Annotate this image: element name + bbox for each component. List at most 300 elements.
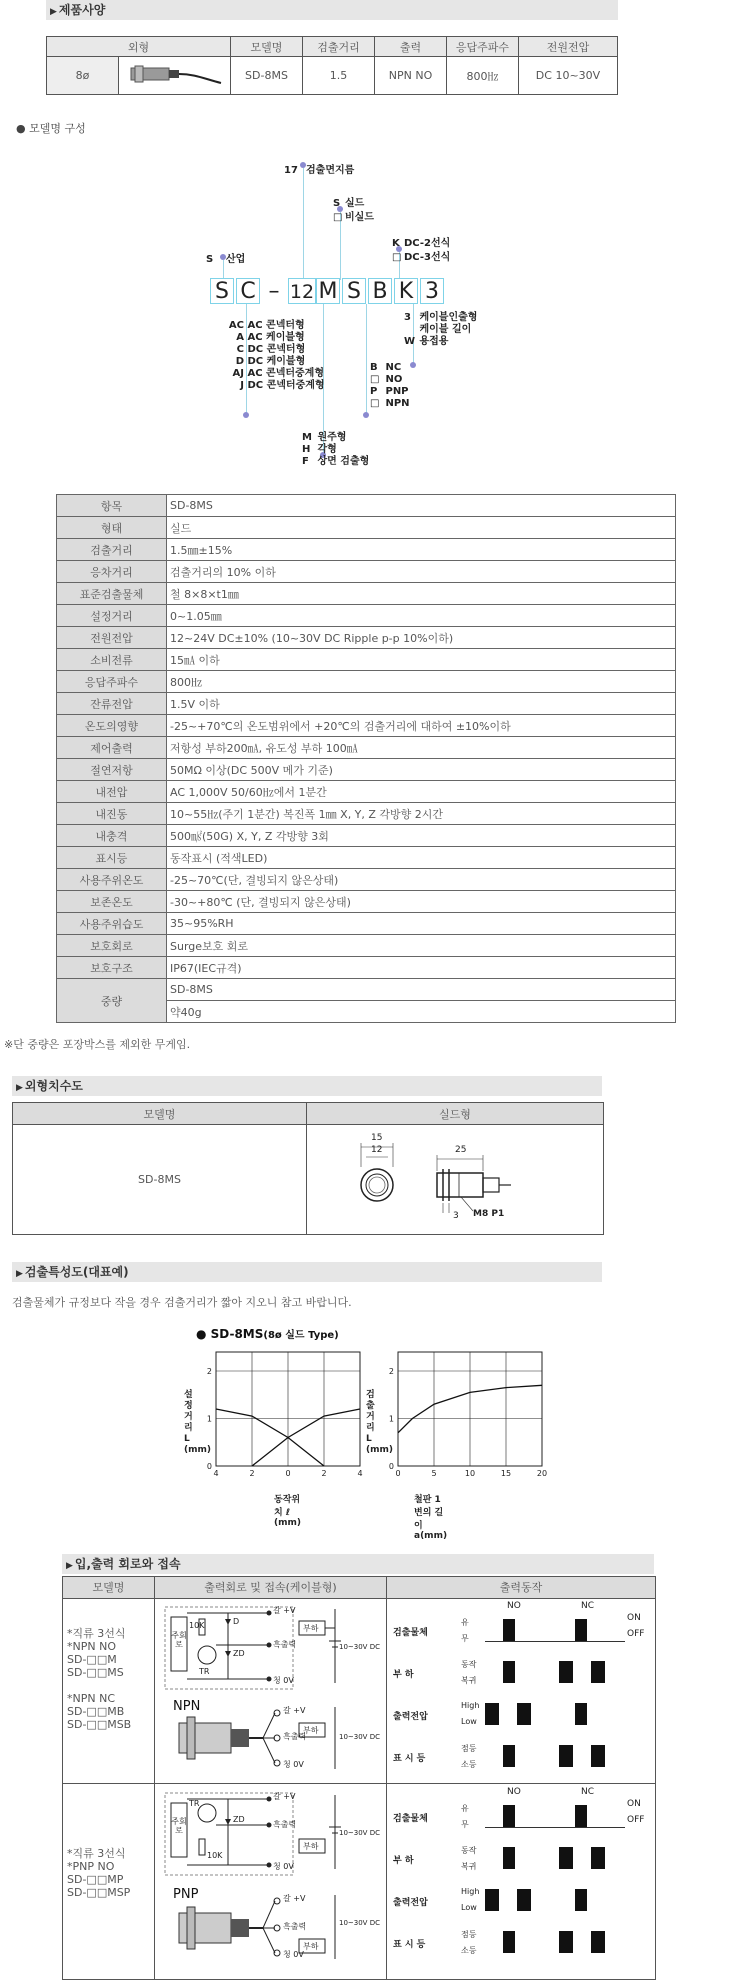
timing-baseline [485,1827,625,1828]
cable-code-list [404,312,477,348]
model-composition-heading: ● 모델명 구성 [16,122,86,135]
out-desc: PNP [385,386,409,397]
timing-row-lo: 소등 [461,1760,477,1769]
th-model: 모델명 [231,37,303,57]
pnp-model-list [67,1847,130,1899]
cell-size: 8ø [47,57,119,95]
x-tick-label: 0 [285,1469,291,1478]
timing-row-hi: 유 [461,1618,469,1627]
detail-row [57,869,676,891]
detail-key: 소비전류 [57,649,167,671]
label-dc2: DC-2선식 [404,238,451,249]
circuit-brown-2: 갈 +V [283,1706,306,1715]
timing-off: OFF [627,1629,645,1639]
npn-line: SD-□□MSB [67,1718,132,1731]
timing-row-lo: 무 [461,1634,469,1643]
timing-row-label: 출력전압 [393,1712,428,1722]
npn-label: NPN [173,1699,201,1714]
shape-code-list [302,432,369,468]
th-output: 출력 [375,37,447,57]
timing-pulse [503,1847,515,1869]
timing-row-label: 검출물체 [393,1628,428,1638]
npn-circuit [159,1603,383,1781]
timing-row-hi: 유 [461,1804,469,1813]
timing-row-hi: 점등 [461,1930,477,1939]
label-sanup: 산업 [226,254,246,265]
timing-row-hi: High [461,1701,480,1710]
detail-key: 온도의영향 [57,715,167,737]
detail-row [57,583,676,605]
timing-row-lo: 복귀 [461,1676,477,1685]
detail-key: 절연저항 [57,759,167,781]
detail-value: 철 8×8×t1㎜ [167,583,676,605]
detail-row [57,913,676,935]
label-s2: S [206,254,214,265]
th-distance: 검출거리 [303,37,375,57]
label-shield: 실드 [345,198,365,209]
timing-pulse [517,1703,531,1725]
c-desc: AC 콘넥터중계형 [247,368,325,379]
dim-15: 15 [371,1133,383,1143]
timing-pulse [559,1847,573,1869]
detail-row [57,517,676,539]
timing-pulse [503,1661,515,1683]
timing-npn [389,1601,653,1781]
series-line [252,1409,360,1466]
circuit-d: D [233,1617,240,1626]
code-cell: 3 [420,278,444,304]
y-tick-label: 2 [388,1367,394,1376]
detail-value: -30~+80℃ (단, 결빙되지 않은상태) [167,891,676,913]
detail-row [57,737,676,759]
timing-pulse [591,1847,605,1869]
detail-row [57,781,676,803]
shape-desc: 상면 검출형 [317,456,370,467]
circuit-dc: 10~30V DC [339,1643,380,1651]
circuit-brown-pnp: 갈 +V [273,1792,296,1801]
circuit-zd: ZD [233,1649,245,1658]
npn-model-list [67,1627,131,1731]
detail-key: 검출거리 [57,539,167,561]
npn-line: *NPN NC [67,1692,115,1705]
dim-thread: M8 P1 [473,1209,505,1219]
model-code-diagram [0,150,736,470]
out-code: □ [370,398,380,409]
detail-row [57,825,676,847]
detail-key: 보호구조 [57,957,167,979]
c-code: J [240,380,244,391]
detail-key: 응차거리 [57,561,167,583]
detail-header-value: SD-8MS [167,495,676,517]
timing-on: ON [627,1799,641,1809]
circuit-black: 흑출력 [273,1640,297,1649]
out-desc: NC [385,362,402,373]
detail-value: 실드 [167,517,676,539]
detail-value: AC 1,000V 50/60㎐에서 1분간 [167,781,676,803]
timing-pulse [503,1805,515,1827]
section-header-spec: ▶ 제품사양 [46,0,618,20]
section-title: 제품사양 [58,3,106,17]
detail-row [57,759,676,781]
timing-pulse [485,1889,499,1911]
th-shape: 외형 [47,37,231,57]
pnp-circuit [159,1789,383,1977]
timing-pulse [517,1889,531,1911]
detail-key: 제어출력 [57,737,167,759]
circuit-load-pnp-2: 부하 [303,1942,319,1951]
chart-left-plot [202,1346,372,1486]
sensor-photo-icon [125,61,225,87]
code-cell: S [210,278,234,304]
x-tick-label: 4 [213,1469,219,1478]
timing-row-lo: 복귀 [461,1862,477,1871]
detail-key: 응답주파수 [57,671,167,693]
detail-key: 보호회로 [57,935,167,957]
marker-dot [243,412,249,418]
detail-row [57,649,676,671]
shape-code: H [302,444,311,455]
timing-pulse [559,1661,573,1683]
detail-key: 형태 [57,517,167,539]
circuit-blue: 청 0V [273,1676,294,1685]
x-tick-label: 20 [536,1469,548,1478]
npn-line: SD-□□MS [67,1666,124,1679]
dimension-model: SD-8MS [13,1125,307,1235]
detail-value: 12~24V DC±10% (10~30V DC Ripple p-p 10%이하) [167,627,676,649]
circuit-black-pnp: 흑출력 [273,1820,297,1829]
cable-desc: 용접용 [419,336,449,347]
label-box1: □ [333,212,343,223]
label-s-code: S [333,198,341,209]
timing-row-lo: Low [461,1903,477,1912]
c-desc: AC 콘넥터형 [247,320,305,331]
weight-note: ※단 중량은 포장박스를 제외한 무게임. [4,1038,191,1051]
timing-pulse [575,1619,587,1641]
timing-row-label: 출력전압 [393,1898,428,1908]
pnp-line: *PNP NO [67,1860,115,1873]
pnp-circuit-drawing [159,1789,383,1977]
pnp-line: SD-□□MP [67,1873,124,1886]
output-code-list [370,362,410,410]
code-cell: – [262,278,286,304]
detail-value: SD-8MS [167,979,676,1001]
detail-row [57,605,676,627]
section-header-dimension: ▶ 외형치수도 [12,1076,602,1096]
detail-key: 표준검출물체 [57,583,167,605]
timing-off: OFF [627,1815,645,1825]
detail-row [57,627,676,649]
characteristic-note: 검출물체가 규정보다 작을 경우 검출거리가 짧아 지오니 참고 바랍니다. [12,1296,352,1309]
detail-key: 잔류전압 [57,693,167,715]
section-title: 입,출력 회로와 접속 [74,1557,181,1571]
shape-desc: 원주형 [317,432,347,443]
circuit-tr: TR [199,1667,210,1676]
timing-pulse [591,1931,605,1953]
circuit-brown: 갈 +V [273,1606,296,1615]
label-17: 17 [284,165,298,176]
timing-pulse [559,1931,573,1953]
detail-row [57,803,676,825]
code-cell: M [316,278,340,304]
chart-left-ylabel: 설정거리 L (mm) [184,1390,211,1455]
circuit-main: 주회로 [171,1631,187,1649]
chart-right-xlabel: 철판 1변의 길이 a(mm) [414,1495,448,1541]
pnp-label: PNP [173,1887,199,1902]
x-tick-label: 0 [395,1469,401,1478]
divider [63,1783,655,1784]
detail-value: 0~1.05㎜ [167,605,676,627]
y-tick-label: 1 [206,1414,212,1424]
detail-key: 내진동 [57,803,167,825]
cable-code: 3 [404,312,411,323]
timing-row-hi: 점등 [461,1744,477,1753]
dimension-drawing-cell [307,1125,604,1235]
out-desc: NO [385,374,403,385]
pnp-line: SD-□□MSP [67,1886,131,1899]
y-tick-label: 1 [388,1414,394,1424]
timing-row-lo: Low [461,1717,477,1726]
timing-pnp [389,1787,653,1977]
circuit-10k: 10K [189,1621,205,1630]
th-voltage: 전원전압 [519,37,618,57]
detail-key: 중량 [57,979,167,1023]
detail-row [57,891,676,913]
cable-desc: 케이블인출형 [419,312,478,323]
shape-code: F [302,456,309,467]
detail-row [57,847,676,869]
cell-model: SD-8MS [231,57,303,95]
timing-pulse [485,1703,499,1725]
c-code: AC [228,320,244,331]
cable-desc: 케이블 길이 [419,324,472,335]
chart-left-xlabel: 동작위치 ℓ (mm) [274,1495,301,1528]
cell-output: NPN NO [375,57,447,95]
detail-row [57,693,676,715]
detail-key: 내충격 [57,825,167,847]
circuit-blue-2: 청 0V [283,1760,304,1769]
timing-pulse [591,1661,605,1683]
timing-nc: NC [581,1787,595,1797]
code-cell: B [368,278,392,304]
detail-value: -25~70℃(단, 결빙되지 않은상태) [167,869,676,891]
chart-title-sub: (8ø 실드 Type) [263,1330,339,1341]
dim-12: 12 [371,1145,383,1155]
detail-value: 10~55㎐(주기 1분간) 복진폭 1㎜ X, Y, Z 각방향 2시간 [167,803,676,825]
code-cell: 12 [288,278,316,304]
c-desc: DC 콘넥터형 [247,344,306,355]
circuit-load: 부하 [303,1624,319,1633]
detail-key: 내전압 [57,781,167,803]
timing-row-label: 표 시 등 [393,1754,426,1764]
x-tick-label: 5 [431,1469,437,1478]
y-tick-label: 2 [206,1367,212,1376]
y-tick-label: 0 [388,1462,394,1471]
th-frequency: 응답주파수 [447,37,519,57]
shape-code: M [302,432,312,443]
spec-table [46,36,618,95]
out-code: B [370,362,378,373]
divider [154,1599,155,1979]
detail-value: 약40g [167,1001,676,1023]
x-tick-label: 15 [500,1469,512,1478]
circuit-black-2: 흑출력 [283,1732,307,1741]
circuit-dc-2: 10~30V DC [339,1733,380,1741]
x-tick-label: 10 [464,1469,476,1478]
detail-row [57,539,676,561]
x-tick-label: 2 [249,1469,255,1478]
detail-value: IP67(IEC규격) [167,957,676,979]
detail-value: 500㎨(50G) X, Y, Z 각방향 3회 [167,825,676,847]
circuit-blue-pnp-2: 청 0V [283,1950,304,1959]
circuit-load-2: 부하 [303,1726,319,1735]
detail-row [57,561,676,583]
detail-key: 사용주위온도 [57,869,167,891]
c-desc: DC 케이블형 [247,356,306,367]
c-code: A [236,332,244,343]
guide-line [223,260,224,280]
label-nonshield: 비실드 [345,212,374,223]
circuit-zd-pnp: ZD [233,1815,245,1824]
io-header-circuit: 출력회로 및 접속(케이블형) [155,1577,387,1599]
out-code: P [370,386,378,397]
detail-value: 50MΩ 이상(DC 500V 메가 기준) [167,759,676,781]
npn-line [67,1679,131,1692]
detail-value: -25~+70℃의 온도범위에서 +20℃의 검출거리에 대하여 ±10%이하 [167,715,676,737]
marker-dot [410,362,416,368]
x-tick-label: 2 [321,1469,327,1478]
section-header-characteristic: ▶ 검출특성도(대표예) [12,1262,602,1282]
c-code: AJ [232,368,244,379]
detail-spec-table [56,494,676,1023]
shape-desc: 각형 [317,444,337,455]
detail-row [57,957,676,979]
timing-pulse [591,1745,605,1767]
detail-key: 표시등 [57,847,167,869]
timing-pulse [503,1619,515,1641]
label-dc3: DC-3선식 [404,252,451,263]
detail-key: 사용주위습도 [57,913,167,935]
model-composition-title: 모델명 구성 [29,122,86,135]
divider [386,1599,387,1979]
circuit-load-pnp: 부하 [303,1842,319,1851]
detail-value: 검출거리의 10% 이하 [167,561,676,583]
timing-no: NO [507,1787,521,1797]
timing-row-label: 부 하 [393,1670,414,1680]
x-tick-label: 4 [357,1469,363,1478]
detail-row [57,715,676,737]
timing-row-hi: High [461,1887,480,1896]
circuit-brown-pnp-2: 갈 +V [283,1894,306,1903]
timing-baseline [485,1641,625,1642]
section-header-io: ▶ 입,출력 회로와 접속 [62,1554,654,1574]
circuit-10k-pnp: 10K [207,1851,223,1860]
detail-row [57,935,676,957]
cell-voltage: DC 10~30V [519,57,618,95]
timing-on: ON [627,1613,641,1623]
section-title: 외형치수도 [24,1079,83,1093]
timing-pulse [503,1745,515,1767]
detail-value: 35~95%RH [167,913,676,935]
c-code: C [236,344,244,355]
detail-key: 전원전압 [57,627,167,649]
timing-pulse [503,1931,515,1953]
sensor-image [119,57,231,95]
circuit-blue-pnp: 청 0V [273,1862,294,1871]
detail-value: Surge보호 회로 [167,935,676,957]
out-desc: NPN [385,398,410,409]
code-cell: K [394,278,418,304]
label-detect: 검출면지름 [306,165,355,176]
timing-pulse [575,1805,587,1827]
c-desc: AC 케이블형 [247,332,305,343]
detail-value: 15㎃ 이하 [167,649,676,671]
pnp-line: *직류 3선식 [67,1847,126,1860]
timing-pulse [575,1889,587,1911]
io-header-model: 모델명 [63,1577,155,1599]
series-line [216,1409,324,1466]
code-cell: S [342,278,366,304]
code-cell: C [236,278,260,304]
cell-distance: 1.5 [303,57,375,95]
dim-25: 25 [455,1145,467,1155]
io-table [62,1576,656,1980]
detail-value: 1.5V 이하 [167,693,676,715]
detail-value: 800㎐ [167,671,676,693]
circuit-main-pnp: 주회로 [171,1817,187,1835]
out-code: □ [370,374,380,385]
label-k-code: K [392,238,400,249]
circuit-dc-pnp-2: 10~30V DC [339,1919,380,1927]
timing-row-hi: 동작 [461,1660,477,1669]
c-code-list [224,320,325,392]
circuit-black-pnp-2: 흑출력 [283,1922,307,1931]
timing-no: NO [507,1601,521,1611]
dimension-col2: 실드형 [307,1103,604,1125]
timing-row-lo: 소등 [461,1946,477,1955]
circuit-tr-pnp: TR [189,1799,200,1808]
chart-right-ylabel: 검출거리 L (mm) [366,1390,393,1455]
cable-code: W [404,336,416,347]
label-box2: □ [392,252,402,263]
npn-line: *직류 3선식 [67,1627,126,1640]
c-desc: DC 콘넥터중계형 [247,380,325,391]
guide-line [366,304,367,414]
detail-row [57,671,676,693]
npn-line: SD-□□M [67,1653,117,1666]
detail-rows [57,517,676,979]
timing-row-label: 검출물체 [393,1814,428,1824]
marker-dot [363,412,369,418]
io-header-action: 출력동작 [387,1577,655,1599]
chart-right-plot [384,1346,554,1486]
timing-pulse [575,1703,587,1725]
detail-value: 1.5㎜±15% [167,539,676,561]
dimension-col1: 모델명 [13,1103,307,1125]
circuit-dc-pnp: 10~30V DC [339,1829,380,1837]
dimension-table [12,1102,604,1235]
npn-line: *NPN NO [67,1640,116,1653]
guide-line [303,168,304,278]
timing-row-lo: 무 [461,1820,469,1829]
c-code: D [235,356,244,367]
detail-key: 설정거리 [57,605,167,627]
timing-row-hi: 동작 [461,1846,477,1855]
section-title: 검출특성도(대표예) [24,1265,129,1279]
chart-title-main: ● SD-8MS [196,1327,264,1341]
detail-key: 보존온도 [57,891,167,913]
npn-line: SD-□□MB [67,1705,125,1718]
detail-header-key: 항목 [57,495,167,517]
